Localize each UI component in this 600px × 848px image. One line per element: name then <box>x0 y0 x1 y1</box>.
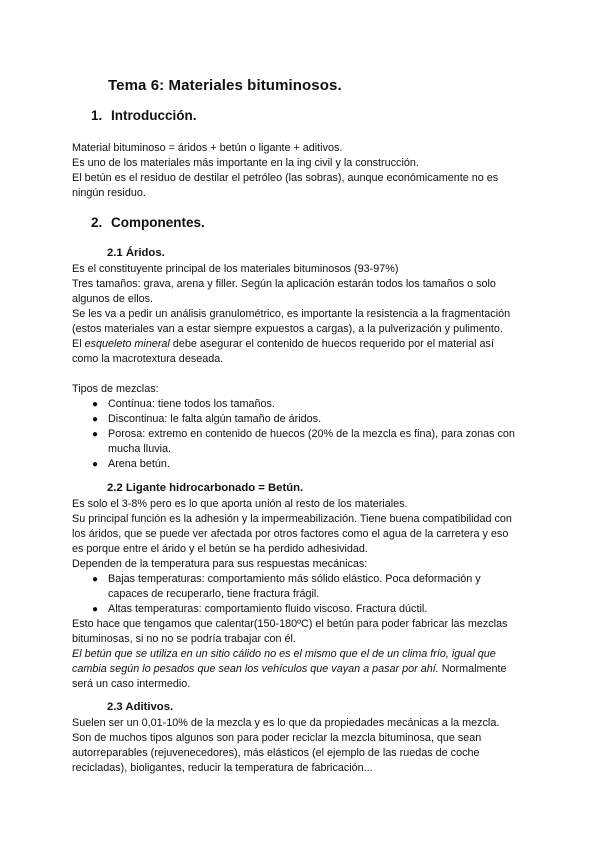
section-title: Componentes. <box>111 215 205 230</box>
paragraph-line: Es uno de los materiales más importante en la ing civil y la construcción. <box>72 157 419 169</box>
paragraph-line: Es el constituyente principal de los materiales bituminosos (93-97%) <box>72 263 399 275</box>
paragraph-line: Esto hace que tengamos que calentar(150-180ºC) el betún para poder fabricar las mezclas <box>72 618 508 630</box>
section-number: 2. <box>91 215 103 230</box>
paragraph-line: Suelen ser un 0,01-10% de la mezcla y es lo que da propiedades mecánicas a la mezcla. <box>72 717 500 729</box>
paragraph-line: los áridos, que se puede ver afectada por otros factores como el agua de la carretera y eso <box>72 528 509 540</box>
list-item-text: Porosa: extremo en contenido de huecos (20% de la mezcla es fina), para zonas con <box>108 428 515 440</box>
list-item-text: Bajas temperaturas: comportamiento más sólido elástico. Poca deformación y <box>108 573 481 585</box>
list-item <box>92 602 427 617</box>
section-number: 1. <box>91 108 103 123</box>
list-item-continuation: mucha lluvia. <box>108 443 172 455</box>
list-item-text: Arena betún. <box>108 458 170 470</box>
list-item-text: Contínua: tiene todos los tamaños. <box>108 398 275 410</box>
section-title: Introducción. <box>111 108 197 123</box>
list-item <box>92 412 321 427</box>
list-item-text: Altas temperaturas: comportamiento fluido viscoso. Fractura dúctil. <box>108 603 428 615</box>
paragraph-line <box>72 662 507 677</box>
subsection-heading-aridos: 2.1 Áridos. <box>107 247 165 259</box>
paragraph-line: El betún es el residuo de destilar el petróleo (las sobras), aunque económicamente no es <box>72 172 499 184</box>
list-item-continuation: capaces de recuperarlo, tiene fractura frágil. <box>108 588 320 600</box>
bullet-icon: ● <box>92 429 99 440</box>
bullet-icon: ● <box>92 399 99 410</box>
paragraph-line: Dependen de la temperatura para sus respuestas mecánicas: <box>72 558 368 570</box>
paragraph-line: (estos materiales van a estar siempre expuestos a cargas), a la pulverización y pulimento. <box>72 323 503 335</box>
list-item <box>92 572 481 587</box>
list-item <box>92 397 275 412</box>
paragraph-line <box>72 337 494 352</box>
list-item <box>92 457 170 472</box>
section-heading-componentes <box>91 215 205 230</box>
bullet-icon: ● <box>92 604 99 615</box>
paragraph-line: recicladas), bioligantes, reducir la temperatura de fabricación... <box>72 762 373 774</box>
italic-paragraph-line: El betún que se utiliza en un sitio cálido no es el mismo que el de un clima frío, igual que <box>72 648 496 660</box>
paragraph-line: Material bituminoso = áridos + betún o ligante + aditivos. <box>72 142 343 154</box>
paragraph-line: Tipos de mezclas: <box>72 383 159 395</box>
paragraph-line: es porque entre el árido y el betún se ha perdido adhesividad. <box>72 543 368 555</box>
text-run: debe asegurar el contenido de huecos requerido por el material así <box>169 338 494 350</box>
list-item-text: Discontinua: le falta algún tamaño de áridos. <box>108 413 322 425</box>
paragraph-line: Su principal función es la adhesión y la impermeabilización. Tiene buena compatibilidad con <box>72 513 512 525</box>
italic-text-run: cambia según lo pesados que sean los vehículos que vayan a pasar por ahí. <box>72 663 439 675</box>
bullet-icon: ● <box>92 459 99 470</box>
page-title: Tema 6: Materiales bituminosos. <box>108 77 342 94</box>
section-heading-introduccion <box>91 108 197 123</box>
paragraph-line: Se les va a pedir un análisis granulométrico, es importante la resistencia a la fragmentación <box>72 308 511 320</box>
paragraph-line: como la macrotextura deseada. <box>72 353 224 365</box>
bullet-icon: ● <box>92 414 99 425</box>
paragraph-line: autorreparables (rejuvenecedores), más elásticos (el ejemplo de las ruedas de coche <box>72 747 480 759</box>
list-item <box>92 427 515 442</box>
paragraph-line: Tres tamaños: grava, arena y filler. Según la aplicación estarán todos los tamaños o solo <box>72 278 496 290</box>
text-run: Normalmente <box>438 663 507 675</box>
paragraph-line: Es solo el 3-8% pero es lo que aporta unión al resto de los materiales. <box>72 498 408 510</box>
text-run: El <box>72 338 85 350</box>
paragraph-line: algunos de ellos. <box>72 293 154 305</box>
subsection-heading-aditivos: 2.3 Aditivos. <box>107 701 174 713</box>
italic-term: esqueleto mineral <box>84 338 170 350</box>
bullet-icon: ● <box>92 574 99 585</box>
paragraph-line: ningún residuo. <box>72 187 146 199</box>
paragraph-line: será un caso intermedio. <box>72 678 191 690</box>
subsection-heading-ligante: 2.2 Ligante hidrocarbonado = Betún. <box>107 482 304 494</box>
paragraph-line: bituminosas, si no no se podría trabajar con él. <box>72 633 296 645</box>
paragraph-line: Son de muchos tipos algunos son para poder reciclar la mezcla bituminosa, que sean <box>72 732 482 744</box>
